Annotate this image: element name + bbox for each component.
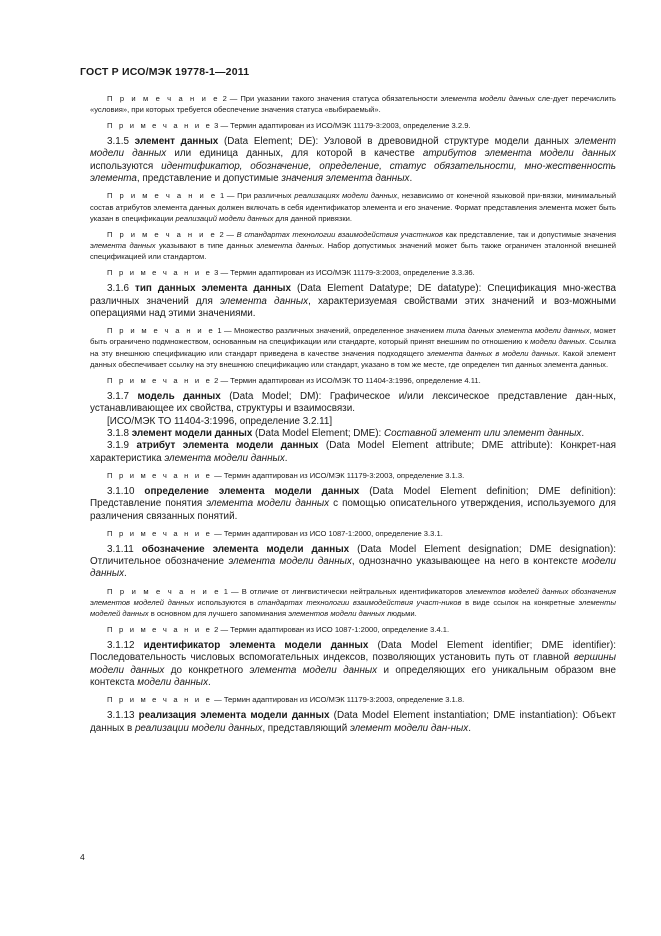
- term-definition-3-1-10: 3.1.10 определение элемента модели данных (Data Model Element definition; DME definition): Представление понятия элемента модели данных с помощью описательного утверждения, используемого для различения связанных понятий.: [90, 485, 616, 522]
- note-label: П р и м е ч а н и е: [107, 121, 212, 131]
- page-number: 4: [80, 852, 85, 862]
- note-label: П р и м е ч а н и е: [107, 94, 220, 103]
- note-label: П р и м е ч а н и е: [107, 695, 212, 705]
- document-body: [90, 93, 616, 740]
- term-title: обозначение элемента модели данных: [141, 543, 350, 555]
- document-header: ГОСТ Р ИСО/МЭК 19778-1—2011: [80, 66, 250, 78]
- note-paragraph: П р и м е ч а н и е 3 — Термин адаптирован из ИСО/МЭК 11179-3:2003, определение 3.2.9.: [107, 121, 471, 131]
- note-paragraph: П р и м е ч а н и е 2 — Термин адаптирован из ИСО/МЭК ТО 11404-3:1996, определение 4.11.: [107, 375, 481, 385]
- note-label: П р и м е ч а н и е: [107, 326, 215, 336]
- note-paragraph: П р и м е ч а н и е — Термин адаптирован из ИСО 1087-1:2000, определение 3.3.1.: [107, 528, 443, 538]
- term-title: элемент данных: [134, 136, 219, 148]
- note-paragraph: П р и м е ч а н и е 1 — Множество различных значений, определенное значением типа данных элемента модели данных, может быть ограничено подмножеством, основанным на спецификации или стандарте, который принят внешним по отношению к модели данных. Ссылка на эту внешнюю спецификацию или стандарт приведена в качестве значения подходящего элемента данных в модели данных. Какой элемент данных обеспечивает ссылку на эту внешнюю спецификацию или стандарт, указано в том же месте, где определен тип данных элемента данных.: [90, 326, 616, 370]
- note-label: П р и м е ч а н и е: [107, 586, 221, 596]
- note-paragraph: П р и м е ч а н и е — Термин адаптирован из ИСО/МЭК 11179-3:2003, определение 3.1.8.: [107, 695, 465, 705]
- term-definition-3-1-11: 3.1.11 обозначение элемента модели данных (Data Model Element designation; DME designation): Отличительное обозначение элемента модели данных, однозначно указывающее на него в контексте модели данных.: [90, 543, 617, 580]
- note-paragraph: П р и м е ч а н и е 2 — При указании такого значения статуса обязательности элемента модели данных сле-дует перечислить «условия», при которых требуется обеспечение значения статуса «выбираемый».: [90, 94, 616, 115]
- note-paragraph: П р и м е ч а н и е 3 — Термин адаптирован из ИСО/МЭК 11179-3:2003, определение 3.3.36.: [107, 268, 475, 278]
- note-paragraph: П р и м е ч а н и е — Термин адаптирован из ИСО/МЭК 11179-3:2003, определение 3.1.3.: [107, 470, 465, 480]
- note-paragraph: П р и м е ч а н и е 1 — При различных реализациях модели данных, независимо от конечной языковой при-вязки, минимальный состав атрибутов элемента данных должен включать в себя идентификатор элемента и его значение. Формат представления элемента может быть указан в спецификации реализаций модели данных для данной привязки.: [90, 191, 617, 223]
- term-definition-3-1-9: 3.1.9 атрибут элемента модели данных (Data Model Element attribute; DME attribute): Конкрет-ная характеристика элемента модели данных.: [90, 440, 616, 464]
- term-definition-3-1-13: 3.1.13 реализация элемента модели данных (Data Model Element instantiation; DME instantiation): Объект данных в реализации модели данных, представляющий элемент модели дан-ных.: [90, 710, 616, 734]
- note-label: П р и м е ч а н и е: [107, 470, 212, 480]
- term-definition-3-1-5: 3.1.5 элемент данных (Data Element; DE): Узловой в древовидной структуре модели данных элемент модели данных или единица данных, для которой в качестве атрибутов элемента модели данных используются идентификатор, обозначение, определение, статус обязательности, мно-жественность элемента, представление и допустимые значения элемента данных.: [90, 136, 616, 185]
- term-title: элемент модели данных: [131, 428, 253, 440]
- term-title: атрибут элемента модели данных: [136, 440, 319, 452]
- term-definition-3-1-8: 3.1.8 элемент модели данных (Data Model Element; DME): Составной элемент или элемент данных.: [107, 428, 585, 440]
- note-paragraph: П р и м е ч а н и е 1 — В отличие от лингвистически нейтральных идентификаторов элементов моделей данных обозначения элементов моделей данных используются в стандартах технологии взаимодействия участ-ников в виде ссылок на конкретные элементы моделей данных в основном для лучшего запоминания элементов модели данных людьми.: [90, 586, 616, 619]
- note-label: П р и м е ч а н и е: [107, 229, 217, 239]
- note-label: П р и м е ч а н и е: [107, 268, 212, 278]
- note-paragraph: П р и м е ч а н и е 2 — В стандартах технологии взаимодействия участников как представление, так и допустимые значения элемента данных указывают в типе данных элемента данных. Набор допустимых значений может быть также ограничен эталонной внешней спецификацией или стандартом.: [90, 229, 616, 262]
- term-title: реализация элемента модели данных: [138, 710, 330, 722]
- term-definition-3-1-6: 3.1.6 тип данных элемента данных (Data Element Datatype; DE datatype): Спецификация мно-жества различных значений для элемента данных, характеризуемая свойствами этих значений и воз-можными операциями над этими значениями.: [90, 283, 616, 320]
- source-reference: [ИСО/МЭК ТО 11404-3:1996, определение 3.2.11]: [107, 415, 333, 427]
- term-title: модель данных: [137, 390, 221, 402]
- note-label: П р и м е ч а н и е: [107, 375, 212, 385]
- note-label: П р и м е ч а н и е: [107, 191, 218, 201]
- term-definition-3-1-12: 3.1.12 идентификатор элемента модели данных (Data Model Element identifier; DME identifier): Последовательность числовых вспомогательных индексов, позволяющих установить путь от главной вершины модели данных до конкретного элемента модели данных и определяющих его уникальным образом вне контекста модели данных.: [90, 639, 616, 689]
- term-title: определение элемента модели данных: [144, 485, 360, 497]
- note-label: П р и м е ч а н и е: [107, 625, 212, 635]
- term-definition-3-1-7: 3.1.7 модель данных (Data Model; DM): Графическое и/или лексическое представление дан-ных, устанавливающее их свойства, структуры и взаимосвязи.: [90, 390, 616, 415]
- note-paragraph: П р и м е ч а н и е 2 — Термин адаптирован из ИСО 1087-1:2000, определение 3.4.1.: [107, 625, 450, 635]
- term-title: тип данных элемента данных: [135, 283, 291, 295]
- note-label: П р и м е ч а н и е: [107, 528, 212, 538]
- term-title: идентификатор элемента модели данных: [143, 639, 369, 651]
